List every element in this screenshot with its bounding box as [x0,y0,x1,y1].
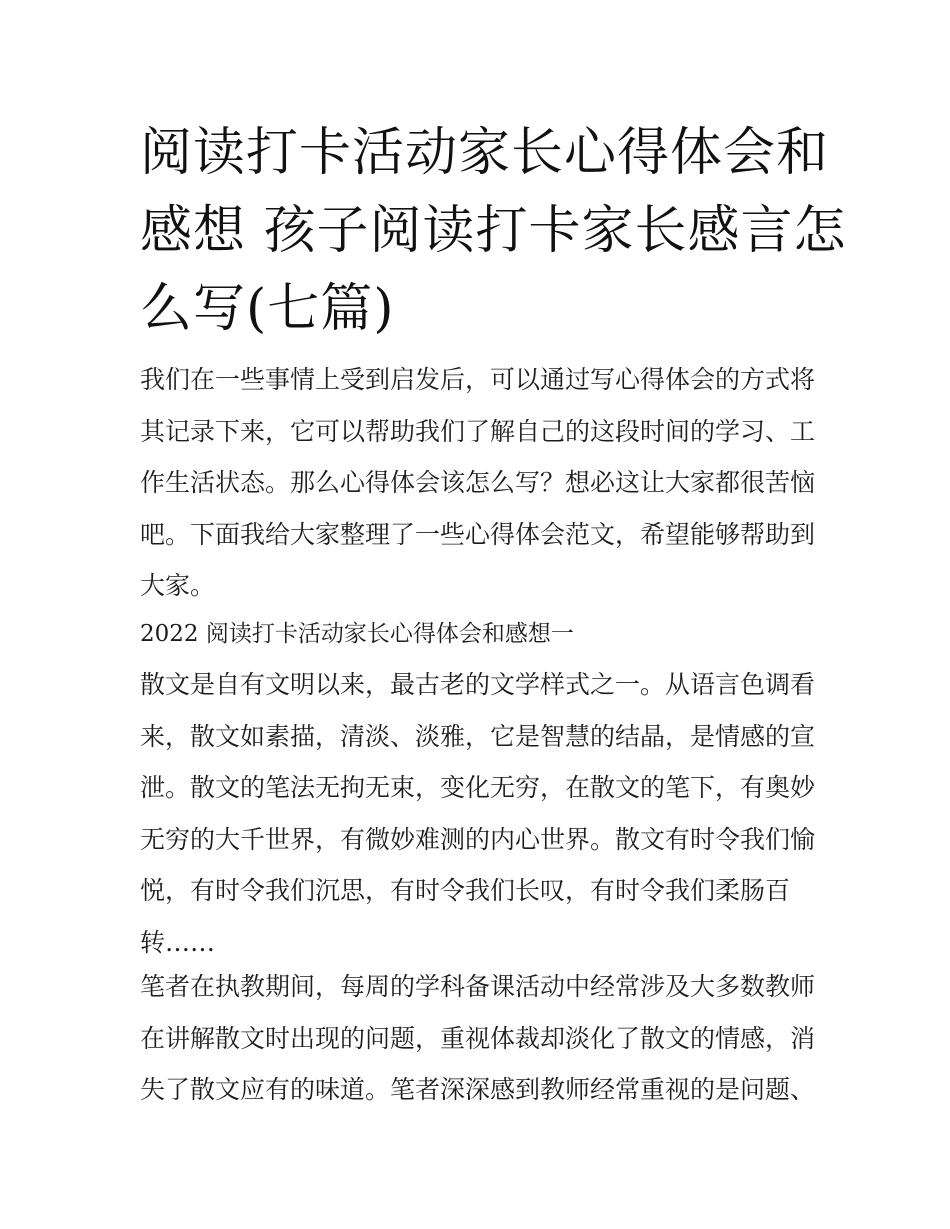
text-line: 吧。下面我给大家整理了一些心得体会范文，希望能够帮助到 [140,519,816,549]
intro-paragraph [140,354,820,612]
title-line: 感想 孩子阅读打卡家长感言怎 [140,201,847,261]
paragraph-1 [140,659,820,968]
paragraph-2 [140,961,820,1116]
text-line: 其记录下来，它可以帮助我们了解自己的这段时间的学习、工 [140,416,816,446]
text-line: 泄。散文的笔法无拘无束，变化无穷，在散文的笔下，有奥妙 [140,773,816,802]
text-line: 来，散文如素描，清淡、淡雅，它是智慧的结晶，是情感的宣 [140,721,816,751]
text-line: 我们在一些事情上受到启发后，可以通过写心得体会的方式将 [140,365,816,394]
text-line: 大家。 [140,571,216,600]
text-line: 作生活状态。那么心得体会该怎么写？想必这让大家都很苦恼 [140,468,816,497]
document-title [140,114,847,348]
text-line: 无穷的大千世界，有微妙难测的内心世界。散文有时令我们愉 [140,824,816,854]
text-line: 在讲解散文时出现的问题，重视体裁却淡化了散文的情感，消 [140,1023,816,1053]
text-line: 转…… [140,927,216,957]
title-line: 么写(七篇) [140,279,395,339]
title-line: 阅读打卡活动家长心得体会和 [140,123,830,183]
section-heading: 2022 阅读打卡活动家长心得体会和感想一 [140,621,574,647]
text-line: 悦，有时令我们沉思，有时令我们长叹，有时令我们柔肠百 [140,876,791,905]
text-line: 笔者在执教期间，每周的学科备课活动中经常涉及大多数教师 [140,972,816,1001]
text-line: 失了散文应有的味道。笔者深深感到教师经常重视的是问题、 [140,1075,816,1104]
text-line: 散文是自有文明以来，最古老的文学样式之一。从语言色调看 [140,670,816,699]
